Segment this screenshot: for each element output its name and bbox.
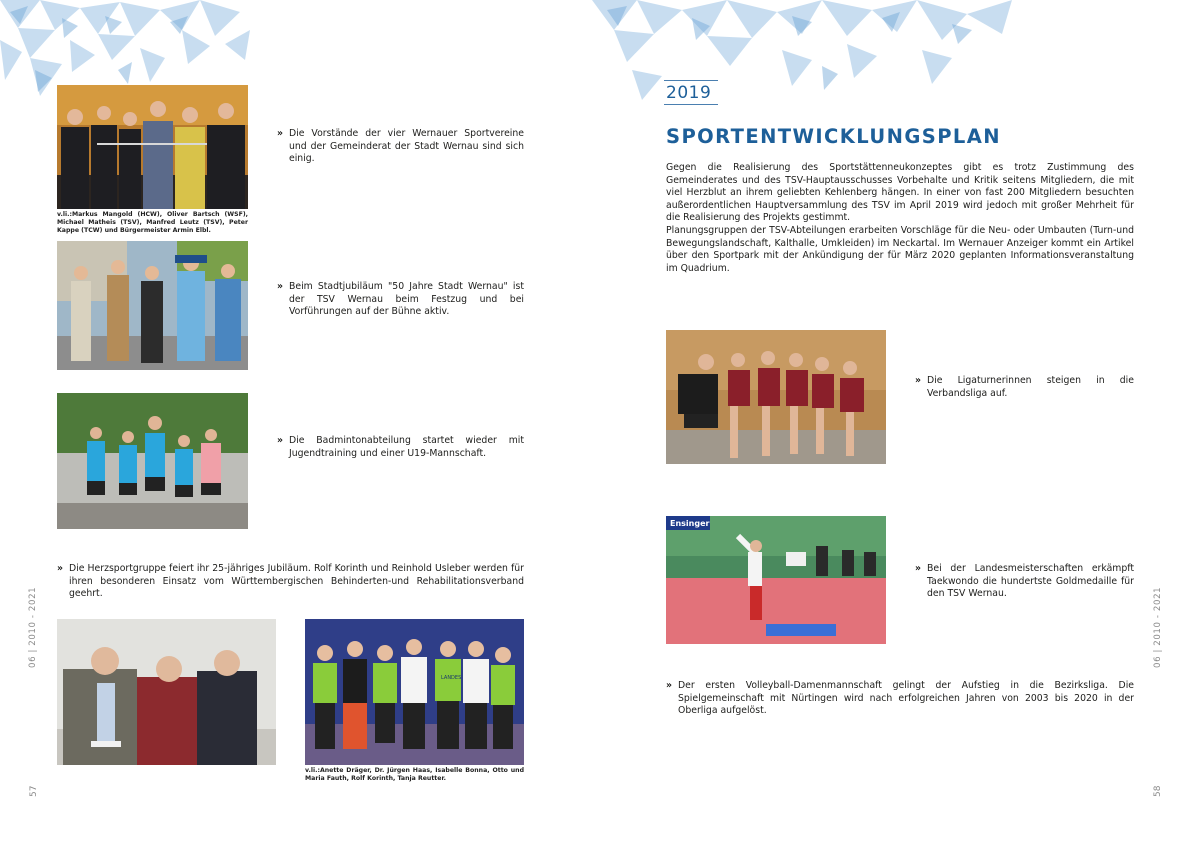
bullet-text: Die Herzsportgruppe feiert ihr 25-jähriges Jubiläum. Rolf Korinth und Reinhold Usleber werden für ihren besonderen Einsatz vom Württembergischen Behinderten-und Rehabilitationsverband geehrt. xyxy=(69,563,524,600)
paragraph-planning-groups: Planungsgruppen der TSV-Abteilungen erarbeiten Vorschläge für die Neu- oder Umbauten (Turn-und Bewegungslandschaft, Kalthalle, Umkleiden) im Neckartal. Im Wernauer Anzeiger kommt ein Artikel über den Sportpark mit der Ankündigung der für März 2020 geplanten Informationsveranstaltung im Quadrium. xyxy=(666,225,1134,274)
paragraph-sport-facility-vote: Gegen die Realisierung des Sportstättenneukonzeptes gibt es trotz Zustimmung des Gemeinderates und des TSV-Hauptausschusses Vorbehalte und Kritik seitens Mitgliedern, die mit viel Herzblut an ihrem geliebten Kehlenberg hängen. In einer von fast 200 Mitgliedern besuchten außerordentlichen Hauptversammlung des TSV im April 2019 wird jedoch mit großer Mehrheit für die Realisierung des Projekts gestimmt. xyxy=(666,162,1134,224)
bullet-volleyball-promotion xyxy=(666,680,1134,718)
side-chapter-label-left: 06 | 2010 - 2021 xyxy=(28,586,38,668)
side-chapter-label-right: 06 | 2010 - 2021 xyxy=(1153,586,1163,668)
bullet-marker: » xyxy=(277,435,284,446)
photo-ribbon-cutting xyxy=(57,85,248,209)
bullet-text: Die Ligaturnerinnen steigen in die Verbandsliga auf. xyxy=(927,375,1134,399)
shirt-sign-text: LANDES xyxy=(441,675,462,681)
bullet-marker: » xyxy=(666,680,673,691)
bullet-text: Die Vorstände der vier Wernauer Sportvereine und der Gemeinderat der Stadt Wernau sind sich einig. xyxy=(289,128,524,165)
photo-league-gymnasts xyxy=(666,330,886,464)
bullet-badminton xyxy=(277,435,524,460)
bullet-city-jubilee xyxy=(277,281,524,319)
page-number-left: 57 xyxy=(29,785,39,797)
bullet-taekwondo-gold xyxy=(915,563,1134,601)
bullet-marker: » xyxy=(57,563,64,574)
bullet-text: Bei der Landesmeisterschaften erkämpft Taekwondo die hundertste Goldmedaille für den TSV Wernau. xyxy=(927,563,1134,600)
photo-city-jubilee-parade xyxy=(57,241,248,370)
photo-heart-sport-honorees xyxy=(57,619,276,765)
photo-badminton-group xyxy=(57,393,248,529)
bullet-sport-clubs-agreement xyxy=(277,128,524,166)
bullet-league-gymnasts xyxy=(915,375,1134,400)
bullet-heart-sport-group xyxy=(57,563,524,601)
year-heading: 2019 xyxy=(664,80,718,105)
page-title: SPORTENTWICKLUNGSPLAN xyxy=(666,125,1001,148)
bullet-text: Beim Stadtjubiläum "50 Jahre Stadt Wernau" ist der TSV Wernau beim Festzug und bei Vorführungen auf der Bühne aktiv. xyxy=(289,281,524,318)
bullet-marker: » xyxy=(915,563,922,574)
photo6-caption: v.li.:Anette Dräger, Dr. Jürgen Haas, Isabelle Bonna, Otto und Maria Fauth, Rolf Korinth, Tanja Reutter. xyxy=(305,767,524,783)
bullet-text: Die Badmintonabteilung startet wieder mit Jugendtraining und einer U19-Mannschaft. xyxy=(289,435,524,459)
photo1-caption: v.li.:Markus Mangold (HCW), Oliver Bartsch (WSF), Michael Matheis (TSV), Manfred Leutz (TSV), Peter Kappe (TCW) und Bürgermeister Armin Elbl. xyxy=(57,211,248,235)
photo-taekwondo-championship xyxy=(666,516,886,644)
page-number-right: 58 xyxy=(1153,785,1163,797)
bullet-marker: » xyxy=(915,375,922,386)
bullet-marker: » xyxy=(277,281,284,292)
bullet-text: Der ersten Volleyball-Damenmannschaft gelingt der Aufstieg in die Bezirksliga. Die Spielgemeinschaft mit Nürtingen wird nach erfolgreichen Jahren von 2003 bis 2020 in der Oberliga aufgelöst. xyxy=(678,680,1134,717)
banner-text: Ensinger xyxy=(670,519,710,528)
photo-heart-sport-group xyxy=(305,619,524,765)
bullet-marker: » xyxy=(277,128,284,139)
decorative-triangle-pattern-right xyxy=(592,0,1032,110)
